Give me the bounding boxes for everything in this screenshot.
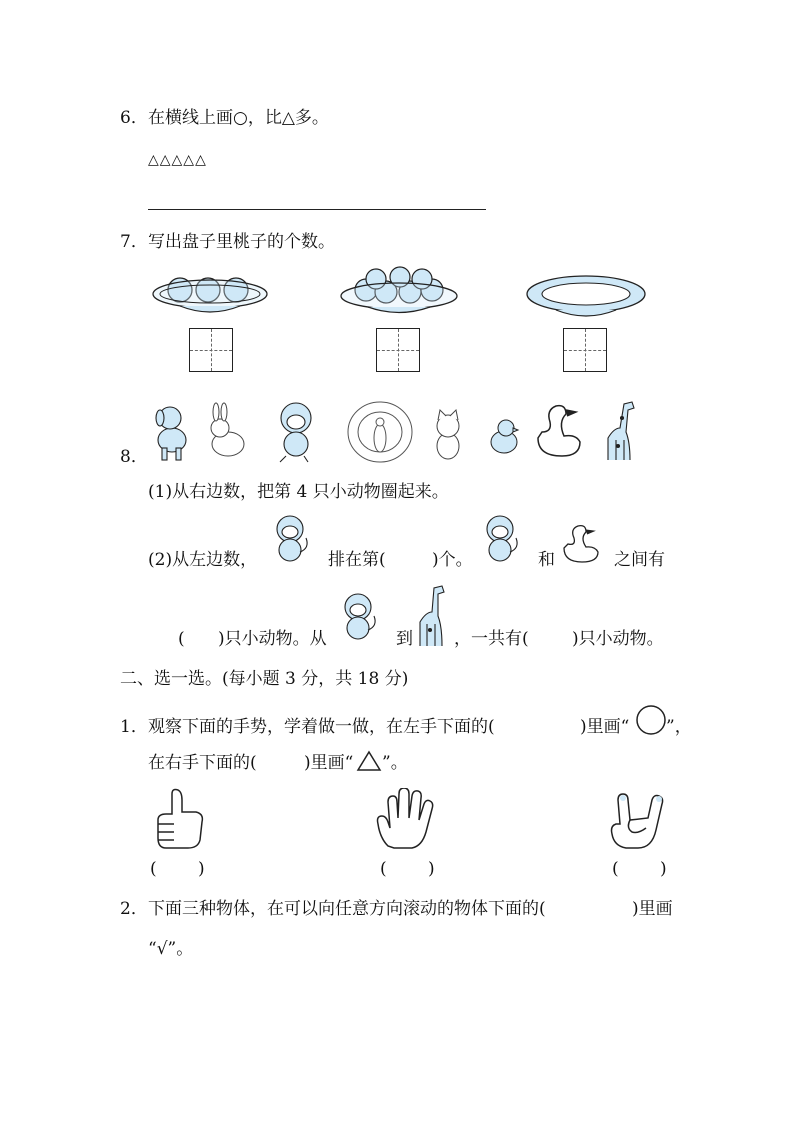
s2q2-line1: 下面三种物体，在可以向任意方向滚动的物体下面的( <box>148 899 546 919</box>
q8-part2-total: ，一共有( <box>454 629 529 649</box>
q8-part2-count: )只小动物。从 <box>218 629 327 649</box>
giraffe-icon <box>608 402 634 460</box>
q8-number: 8． <box>120 447 148 467</box>
s2q1-number: 1． <box>120 717 148 737</box>
s2q1-line1-c: ”， <box>666 717 692 737</box>
answer-paren-close-2[interactable]: ) <box>428 859 435 879</box>
q8-part1: (1)从右边数，把第 4 只小动物圈起来。 <box>148 482 449 502</box>
monkey-icon <box>338 592 380 644</box>
answer-paren-open-1[interactable]: ( <box>150 859 157 879</box>
q7-answer-box-2[interactable] <box>376 328 420 372</box>
giraffe-icon <box>414 582 452 648</box>
s2q2-line1-b: )里画 <box>632 899 673 919</box>
q8-part2-total-close: )只小动物。 <box>572 629 664 649</box>
plate-three-peaches-image <box>150 262 270 318</box>
q8-part2-intro: (2)从左边数， <box>148 550 258 570</box>
rock-sign-hand-icon <box>608 790 670 852</box>
answer-paren-open-2[interactable]: ( <box>380 859 387 879</box>
section-2-heading: 二、选一选。(每小题 3 分，共 18 分) <box>120 669 409 689</box>
thumbs-up-hand-icon <box>152 788 208 850</box>
s2q1-line1-b: )里画“ <box>580 717 630 737</box>
q8-animal-row <box>146 398 646 464</box>
q6-prompt: 在横线上画○，比△多。 <box>148 108 329 128</box>
q8-part2-between: 之间有 <box>614 550 665 570</box>
plate-six-peaches-image <box>338 262 460 318</box>
s2q1-line2-c: ”。 <box>382 753 408 773</box>
answer-paren-open-3[interactable]: ( <box>612 859 619 879</box>
chick-icon <box>491 420 518 453</box>
q6-triangles: △△△△△ <box>148 152 207 168</box>
q8-part2-to: 到 <box>396 629 413 649</box>
s2q2-number: 2． <box>120 899 148 919</box>
open-palm-hand-icon <box>374 788 440 850</box>
dog-icon <box>156 407 186 460</box>
plate-empty-image <box>524 272 648 322</box>
q8-part2-rank: 排在第( <box>328 550 386 570</box>
s2q1-line2-b: )里画“ <box>304 753 354 773</box>
rabbit-icon <box>211 403 244 456</box>
q7-number: 7． <box>120 232 148 252</box>
q8-part2-rank-close: )个。 <box>432 550 473 570</box>
duck-icon <box>560 522 604 566</box>
q6-answer-line[interactable] <box>148 209 486 210</box>
s2q2-line2: “√”。 <box>148 939 194 959</box>
circle-symbol-icon <box>634 704 668 736</box>
cat-icon <box>437 410 459 459</box>
triangle-symbol-icon <box>356 750 382 772</box>
duck-icon <box>538 406 580 456</box>
monkey-icon <box>270 514 312 566</box>
monkey-icon <box>280 403 311 462</box>
s2q1-line1: 观察下面的手势，学着做一做，在左手下面的( <box>148 717 495 737</box>
q7-prompt: 写出盘子里桃子的个数。 <box>148 232 335 252</box>
answer-paren-close-1[interactable]: ) <box>198 859 205 879</box>
q6-number: 6． <box>120 108 148 128</box>
q8-part2-paren-open: ( <box>178 629 185 649</box>
q7-answer-box-3[interactable] <box>563 328 607 372</box>
q8-part2-and: 和 <box>538 550 555 570</box>
monkey-icon <box>480 514 522 566</box>
q7-answer-box-1[interactable] <box>189 328 233 372</box>
answer-paren-close-3[interactable]: ) <box>660 859 667 879</box>
s2q1-line2: 在右手下面的( <box>148 753 257 773</box>
peacock-icon <box>348 402 412 462</box>
